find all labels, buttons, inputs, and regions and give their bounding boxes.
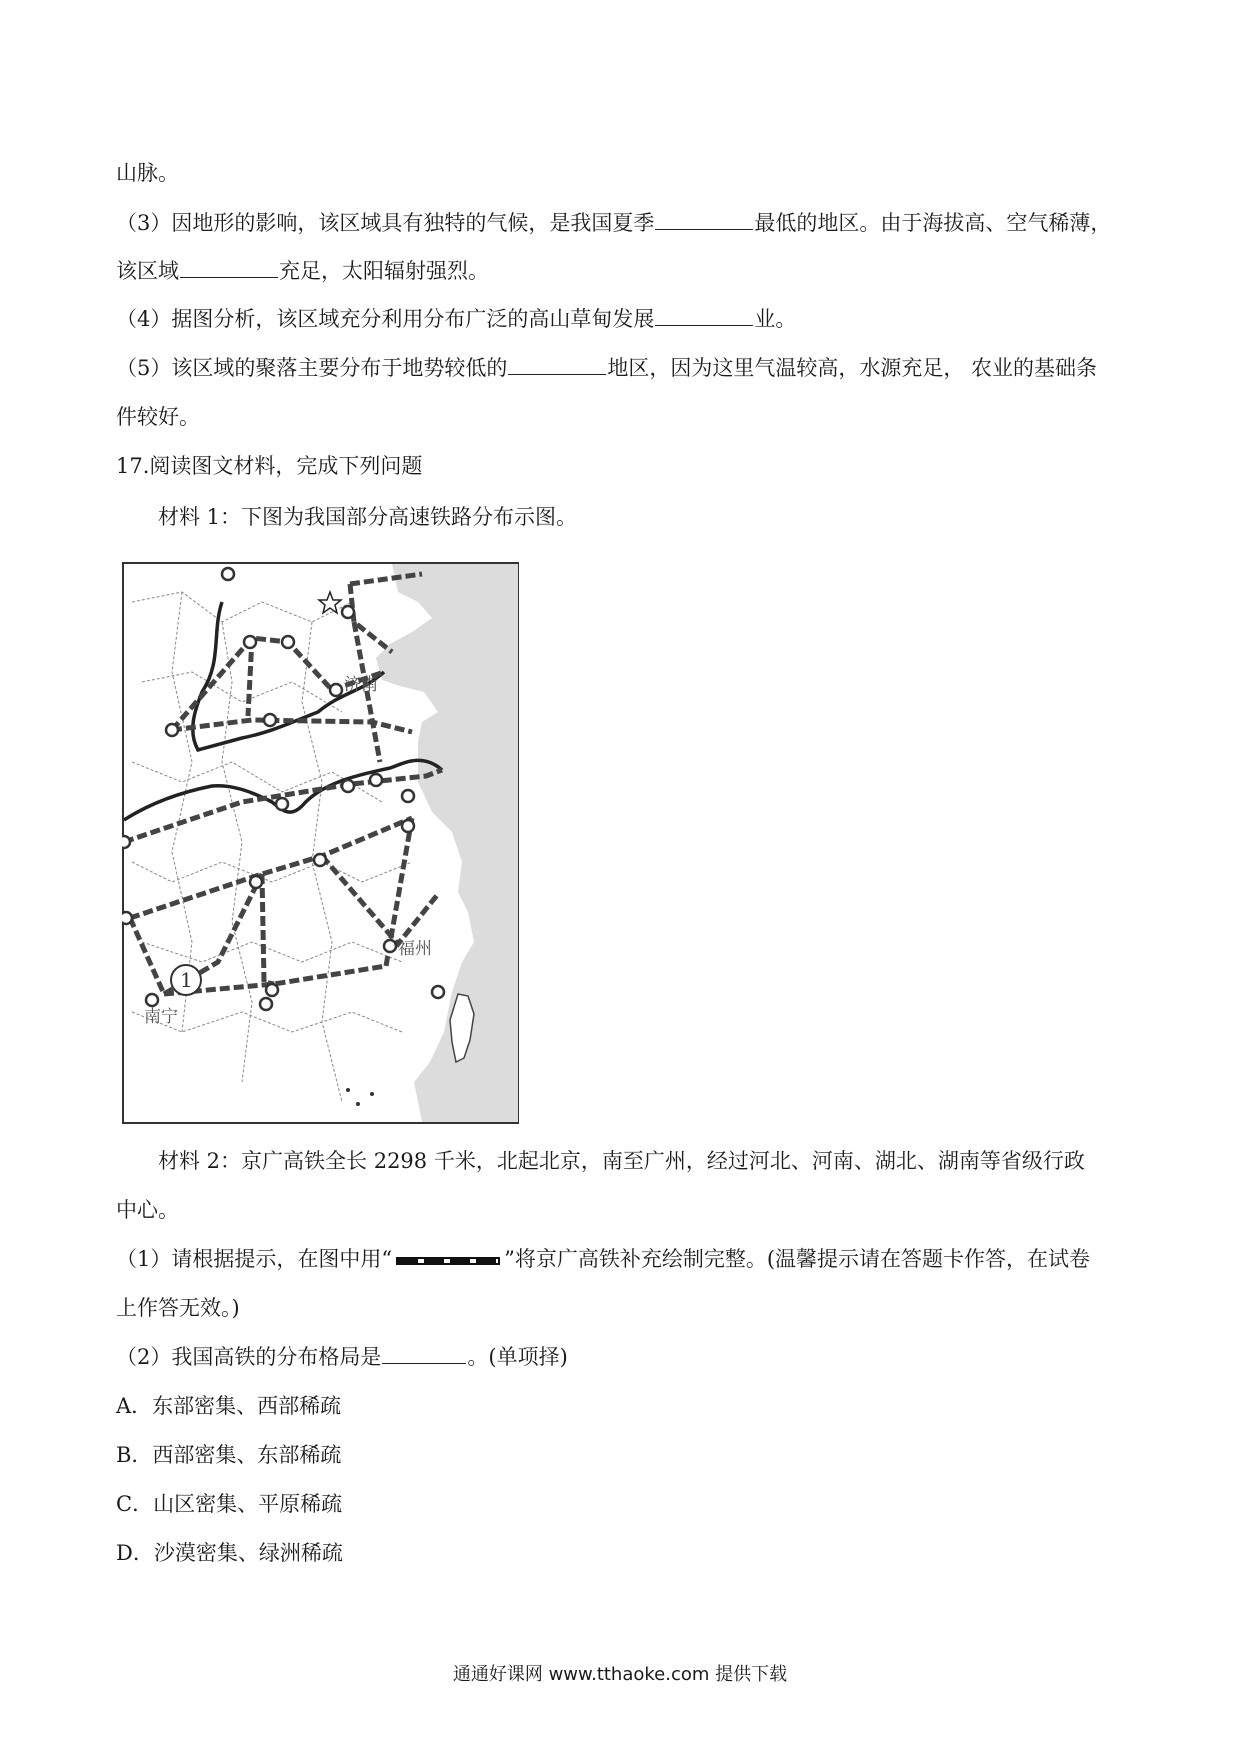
sub-question-2: （2）我国高铁的分布格局是 。(单项择) <box>116 1345 568 1369</box>
material-1: 材料 1：下图为我国部分高速铁路分布示图。 <box>158 505 578 529</box>
option-b[interactable]: B．西部密集、东部稀疏 <box>116 1443 342 1467</box>
question-5-line-2: 件较好。 <box>116 405 200 429</box>
option-c[interactable]: C．山区密集、平原稀疏 <box>116 1492 343 1516</box>
question-5-line-1: （5）该区域的聚落主要分布于地势较低的 地区，因为这里气温较高，水源充足， 农业的基础条 <box>116 356 1098 380</box>
island-dot <box>356 1102 360 1106</box>
sub-question-1-line-2: 上作答无效。) <box>116 1296 240 1320</box>
label-fuzhou: 福州 <box>398 939 432 959</box>
answer-blank[interactable] <box>655 209 753 230</box>
answer-blank[interactable] <box>508 354 606 375</box>
island-dot <box>370 1092 374 1096</box>
question-3-line-1: （3）因地形的影响，该区域具有独特的气候，是我国夏季 最低的地区。由于海拔高、空气稀薄， <box>116 211 1112 235</box>
question-3-line-2: 该区域 充足，太阳辐射强烈。 <box>116 259 489 283</box>
question-4: （4）据图分析，该区域充分利用分布广泛的高山草甸发展 业。 <box>116 307 797 331</box>
answer-blank[interactable] <box>382 1343 466 1364</box>
page-footer: 通通好课网 www.tthaoke.com 提供下载 <box>452 1664 788 1685</box>
question-17-heading: 17.阅读图文材料，完成下列问题 <box>116 454 423 478</box>
option-d[interactable]: D．沙漠密集、绿洲稀疏 <box>116 1541 343 1565</box>
answer-blank[interactable] <box>655 305 753 326</box>
marker-circle-1-label: 1 <box>180 968 193 992</box>
line-mountains: 山脉。 <box>116 161 179 185</box>
sub-question-1-line-1: （1）请根据提示，在图中用“ ”将京广高铁补充绘制完整。(温馨提示请在答题卡作答，在试卷 <box>116 1247 1091 1271</box>
railway-map <box>122 562 519 1124</box>
material-2-line-2: 中心。 <box>116 1198 179 1222</box>
material-2-line-1: 材料 2：京广高铁全长 2298 千米，北起北京，南至广州，经过河北、河南、湖北、湖南等省级行政 <box>158 1149 1085 1173</box>
answer-blank[interactable] <box>180 257 278 278</box>
island-dot <box>346 1088 350 1092</box>
label-jinan: 济南 <box>344 675 378 695</box>
option-a[interactable]: A．东部密集、西部稀疏 <box>116 1394 342 1418</box>
label-nanning: 南宁 <box>144 1007 178 1027</box>
railway-symbol-icon <box>396 1257 500 1265</box>
